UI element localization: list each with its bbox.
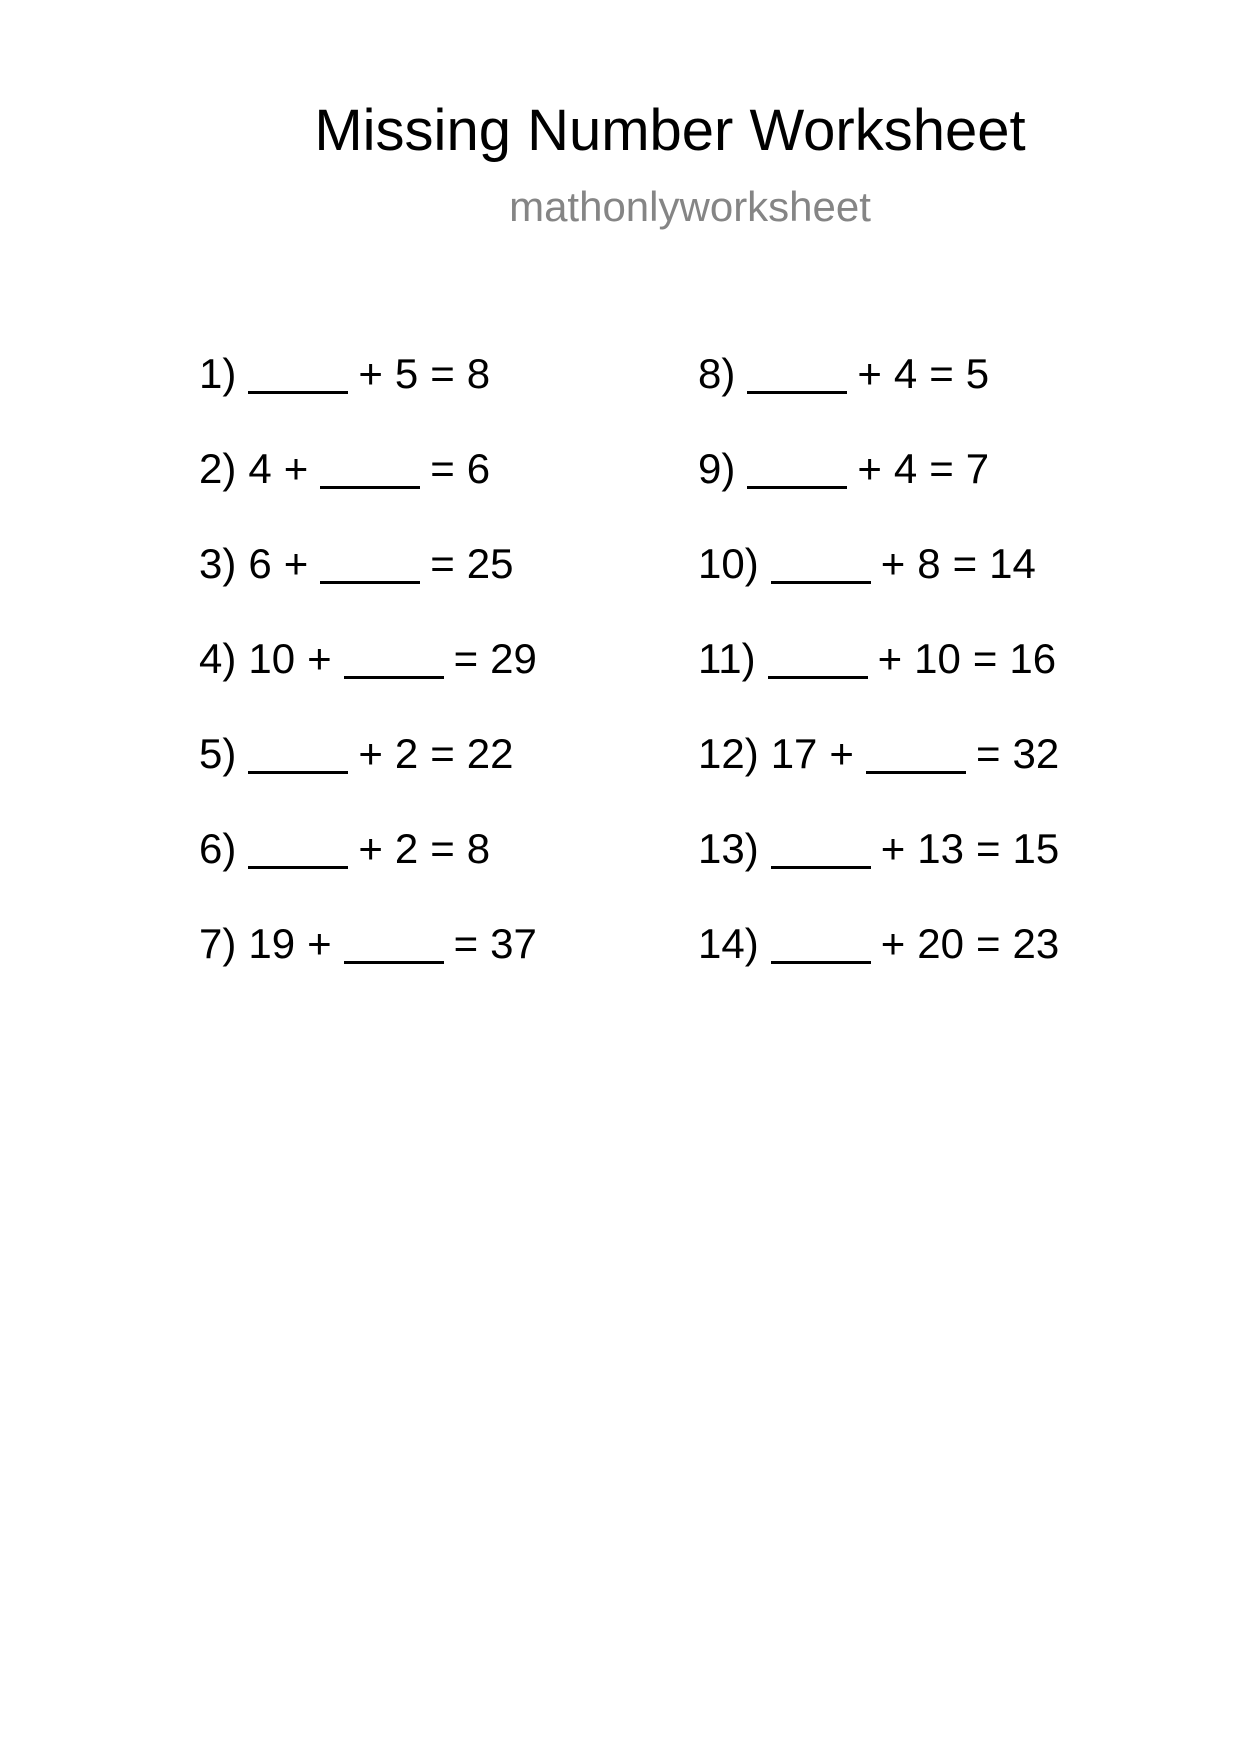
plus-sign: + xyxy=(880,540,906,587)
answer-blank[interactable] xyxy=(747,486,847,489)
operand: 4 xyxy=(248,445,272,492)
operand: 6 xyxy=(466,445,491,492)
answer-blank[interactable] xyxy=(771,961,871,964)
equals-sign: = xyxy=(975,825,1001,872)
problem-number: 2) xyxy=(199,445,237,492)
problem-row xyxy=(698,348,1059,443)
answer-blank[interactable] xyxy=(866,771,966,774)
problem-number: 12) xyxy=(698,730,759,777)
answer-blank[interactable] xyxy=(747,391,847,394)
operand: 17 xyxy=(770,730,818,777)
problem-number: 14) xyxy=(698,920,759,967)
problem-row xyxy=(698,443,1059,538)
problem-row xyxy=(199,918,537,1013)
operand: 37 xyxy=(490,920,537,967)
answer-blank[interactable] xyxy=(771,866,871,869)
plus-sign: + xyxy=(307,920,332,967)
operand: 8 xyxy=(917,540,941,587)
operand: 25 xyxy=(466,540,514,587)
problem-number: 1) xyxy=(199,350,237,397)
problem-number: 10) xyxy=(698,540,759,587)
answer-blank[interactable] xyxy=(248,771,348,774)
operand: 13 xyxy=(917,825,964,872)
operand: 5 xyxy=(394,350,419,397)
operand: 2 xyxy=(394,825,419,872)
equals-sign: = xyxy=(430,350,455,397)
problems-right-column xyxy=(698,348,1059,1013)
problem-number: 8) xyxy=(698,350,736,397)
plus-sign: + xyxy=(358,730,383,777)
problem-number: 9) xyxy=(698,445,736,492)
problem-row xyxy=(199,728,537,823)
plus-sign: + xyxy=(358,825,383,872)
operand: 20 xyxy=(917,920,964,967)
problem-number: 13) xyxy=(698,825,759,872)
problem-row xyxy=(199,538,537,633)
operand: 19 xyxy=(248,920,296,967)
problem-row xyxy=(698,918,1059,1013)
plus-sign: + xyxy=(857,445,882,492)
operand: 6 xyxy=(248,540,272,587)
operand: 8 xyxy=(466,350,491,397)
problem-number: 6) xyxy=(199,825,237,872)
operand: 29 xyxy=(490,635,537,682)
operand: 32 xyxy=(1012,730,1060,777)
equals-sign: = xyxy=(430,730,455,777)
answer-blank[interactable] xyxy=(248,866,348,869)
operand: 7 xyxy=(965,445,990,492)
operand: 5 xyxy=(965,350,990,397)
equals-sign: = xyxy=(929,350,954,397)
problem-number: 5) xyxy=(199,730,237,777)
operand: 10 xyxy=(914,635,961,682)
answer-blank[interactable] xyxy=(344,961,444,964)
worksheet-subtitle: mathonlyworksheet xyxy=(509,183,871,230)
problem-number: 11) xyxy=(698,635,756,682)
problem-row xyxy=(199,443,537,538)
problem-row xyxy=(199,633,537,728)
equals-sign: = xyxy=(929,445,954,492)
operand: 15 xyxy=(1012,825,1060,872)
problem-row xyxy=(698,823,1059,918)
equals-sign: = xyxy=(430,445,455,492)
problem-row xyxy=(199,823,537,918)
plus-sign: + xyxy=(857,350,882,397)
operand: 4 xyxy=(893,445,918,492)
operand: 22 xyxy=(466,730,514,777)
equals-sign: = xyxy=(430,825,455,872)
operand: 14 xyxy=(989,540,1036,587)
operand: 23 xyxy=(1012,920,1060,967)
operand: 10 xyxy=(248,635,296,682)
answer-blank[interactable] xyxy=(771,581,871,584)
operand: 16 xyxy=(1009,635,1057,682)
operand: 8 xyxy=(466,825,491,872)
problems-left-column xyxy=(199,348,537,1013)
plus-sign: + xyxy=(829,730,854,777)
answer-blank[interactable] xyxy=(768,676,868,679)
answer-blank[interactable] xyxy=(248,391,348,394)
equals-sign: = xyxy=(453,920,479,967)
worksheet-title: Missing Number Worksheet xyxy=(314,98,1026,163)
equals-sign: = xyxy=(975,920,1001,967)
equals-sign: = xyxy=(430,540,455,587)
plus-sign: + xyxy=(880,825,906,872)
equals-sign: = xyxy=(453,635,479,682)
equals-sign: = xyxy=(972,635,998,682)
equals-sign: = xyxy=(952,540,978,587)
plus-sign: + xyxy=(880,920,906,967)
equals-sign: = xyxy=(975,730,1001,777)
operand: 2 xyxy=(394,730,419,777)
problem-row xyxy=(698,538,1059,633)
plus-sign: + xyxy=(283,540,309,587)
plus-sign: + xyxy=(307,635,332,682)
answer-blank[interactable] xyxy=(320,486,420,489)
problem-number: 3) xyxy=(199,540,237,587)
plus-sign: + xyxy=(877,635,903,682)
problem-number: 7) xyxy=(199,920,237,967)
plus-sign: + xyxy=(283,445,309,492)
answer-blank[interactable] xyxy=(344,676,444,679)
problem-number: 4) xyxy=(199,635,237,682)
plus-sign: + xyxy=(358,350,383,397)
problem-row xyxy=(698,728,1059,823)
operand: 4 xyxy=(893,350,918,397)
problem-row xyxy=(698,633,1059,728)
problem-row xyxy=(199,348,537,443)
answer-blank[interactable] xyxy=(320,581,420,584)
